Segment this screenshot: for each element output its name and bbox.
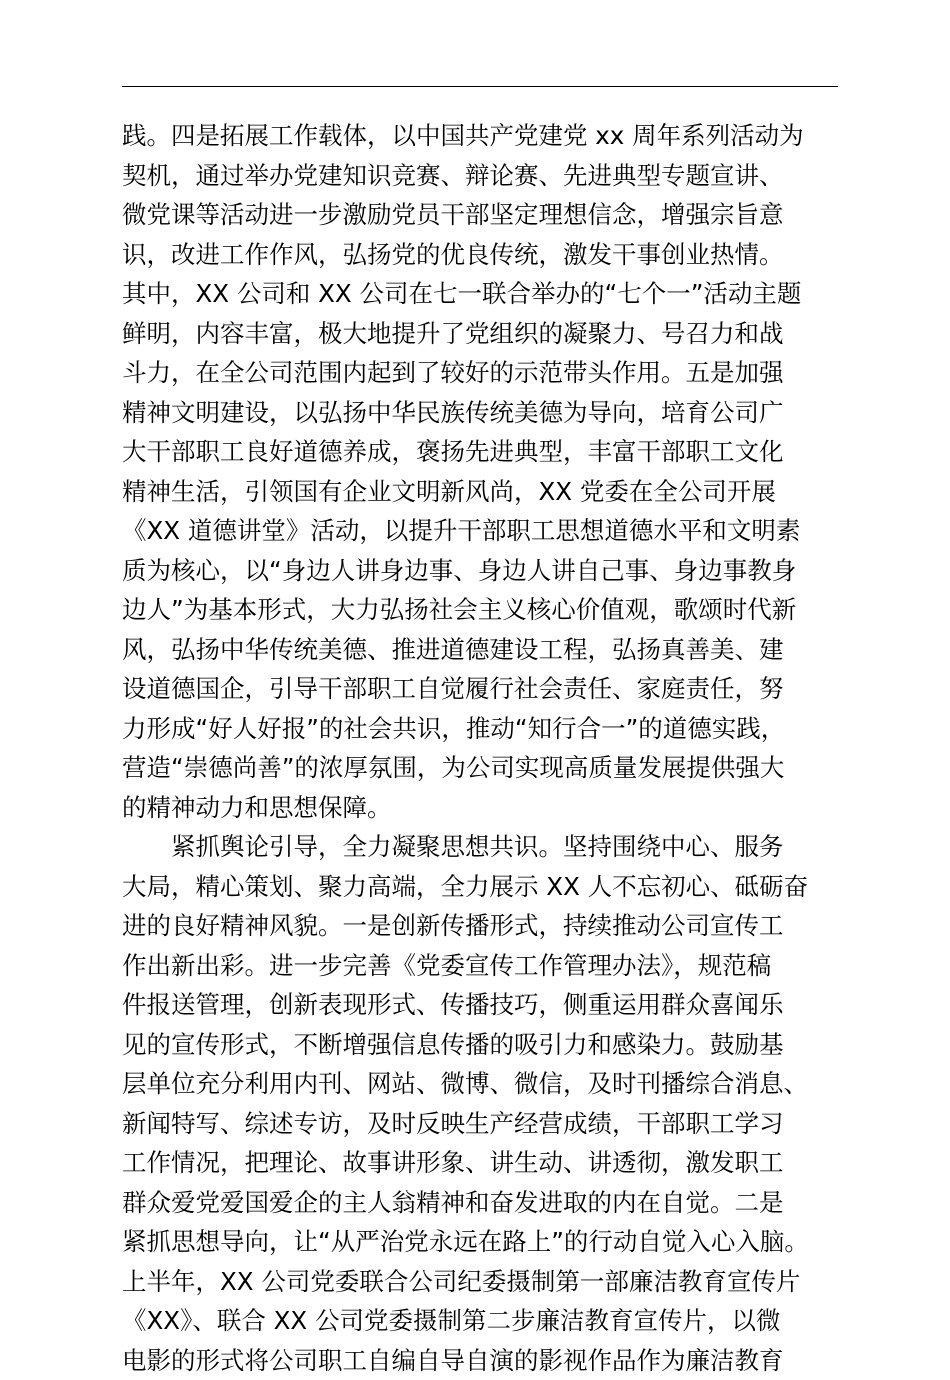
text-line: 力形成“好人好报”的社会共识，推动“知行合一”的道德实践， (122, 709, 842, 749)
text-line: 《XX》、联合 XX 公司党委摄制第二步廉洁教育宣传片，以微 (122, 1301, 842, 1341)
text-line: 的精神动力和思想保障。 (122, 788, 842, 828)
text-line: 微党课等活动进一步激励党员干部坚定理想信念，增强宗旨意 (122, 195, 842, 235)
text-line: 风，弘扬中华传统美德、推进道德建设工程，弘扬真善美、建 (122, 630, 842, 670)
text-line: 群众爱党爱国爱企的主人翁精神和奋发进取的内在自觉。二是 (122, 1183, 842, 1223)
text-line: 工作情况，把理论、故事讲形象、讲生动、讲透彻，激发职工 (122, 1143, 842, 1183)
text-line: 其中，XX 公司和 XX 公司在七一联合举办的“七个一”活动主题 (122, 274, 842, 314)
text-line: 精神文明建设，以弘扬中华民族传统美德为导向，培育公司广 (122, 393, 842, 433)
text-line: 作出新出彩。进一步完善《党委宣传工作管理办法》，规范稿 (122, 946, 842, 986)
text-line: 见的宣传形式，不断增强信息传播的吸引力和感染力。鼓励基 (122, 1025, 842, 1065)
text-line: 层单位充分利用内刊、网站、微博、微信，及时刊播综合消息、 (122, 1064, 842, 1104)
text-line: 边人”为基本形式，大力弘扬社会主义核心价值观，歌颂时代新 (122, 590, 842, 630)
text-line: 设道德国企，引导干部职工自觉履行社会责任、家庭责任，努 (122, 669, 842, 709)
text-line: 精神生活，引领国有企业文明新风尚，XX 党委在全公司开展 (122, 472, 842, 512)
text-line: 上半年，XX 公司党委联合公司纪委摄制第一部廉洁教育宣传片 (122, 1262, 842, 1302)
text-line: 践。四是拓展工作载体，以中国共产党建党 xx 周年系列活动为 (122, 116, 842, 156)
body-text (122, 116, 842, 1380)
text-line: 鲜明，内容丰富，极大地提升了党组织的凝聚力、号召力和战 (122, 314, 842, 354)
text-line: 契机，通过举办党建知识竞赛、辩论赛、先进典型专题宣讲、 (122, 156, 842, 196)
text-line: 电影的形式将公司职工自编自导自演的影视作品作为廉洁教育 (122, 1341, 842, 1380)
text-line: 进的良好精神风貌。一是创新传播形式，持续推动公司宣传工 (122, 906, 842, 946)
paragraph-start-line: 紧抓舆论引导，全力凝聚思想共识。坚持围绕中心、服务 (122, 827, 842, 867)
text-line: 《XX 道德讲堂》活动，以提升干部职工思想道德水平和文明素 (122, 511, 842, 551)
text-line: 大干部职工良好道德养成，褒扬先进典型，丰富干部职工文化 (122, 432, 842, 472)
text-line: 新闻特写、综述专访，及时反映生产经营成绩，干部职工学习 (122, 1104, 842, 1144)
text-line: 营造“崇德尚善”的浓厚氛围，为公司实现高质量发展提供强大 (122, 748, 842, 788)
text-line: 斗力，在全公司范围内起到了较好的示范带头作用。五是加强 (122, 353, 842, 393)
text-line: 紧抓思想导向，让“从严治党永远在路上”的行动自觉入心入脑。 (122, 1222, 842, 1262)
text-line: 质为核心，以“身边人讲身边事、身边人讲自己事、身边事教身 (122, 551, 842, 591)
text-line: 识，改进工作作风，弘扬党的优良传统，激发干事创业热情。 (122, 235, 842, 275)
header-rule (122, 86, 838, 87)
text-line: 大局，精心策划、聚力高端，全力展示 XX 人不忘初心、砥砺奋 (122, 867, 842, 907)
text-line: 件报送管理，创新表现形式、传播技巧，侧重运用群众喜闻乐 (122, 985, 842, 1025)
